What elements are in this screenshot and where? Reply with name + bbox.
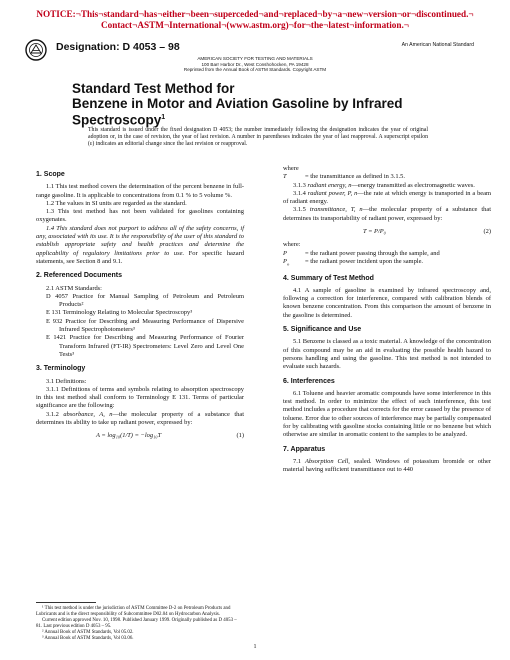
definition-list (283, 250, 491, 269)
reference-item: E 1421 Practice for Describing and Measuring Performance of Fourier Transform Infrared (FT-IR) Spectrometers: Level Zero and Level One Tests³ (46, 334, 244, 358)
section-heading: 4. Summary of Test Method (283, 274, 374, 282)
paragraph: 6.1 Toluene and heavier aromatic compounds have some interference in this test method. In order to minimize the effect of such interference, this test method includes a procedure that corrects for the error caused by the presence of toluene. Error due to other sources of interference may be partially compensated for by calibrating with gasoline stocks containing little or no benzene but which otherwise are similar in aromatic content to the samples to be analyzed. (283, 389, 491, 439)
intro-note: This standard is issued under the fixed designation D 4053; the number immediately following the designation indicates the year of original adoption or, in the case of revision, the year of last revision. A number in parentheses indicates the year of last reapproval. A superscript epsilon (ε) indicates an editorial change since the last revision or reapproval. (88, 127, 428, 148)
page-number: 1 (253, 644, 257, 650)
publisher-block (0, 56, 510, 73)
equation-text: T = P/P₀ (363, 228, 386, 236)
definition-list (283, 173, 491, 181)
footnote-divider (36, 602, 96, 603)
definition: —the molecular property of a substance that determines its transportability of radiant power, expressed by: (283, 206, 492, 222)
paragraph: 1.3 This test method has not been validated for gasolines containing oxygenates. (36, 208, 244, 224)
right-column (283, 165, 491, 474)
hazard-reference: For specific hazard statements, see Section 8 and 9.1. (36, 249, 244, 265)
equation-2 (283, 228, 491, 236)
title-line-3: Spectroscopy (72, 112, 162, 128)
term: transmittance, T, n (309, 206, 363, 214)
standard-type: An American National Standard (401, 42, 474, 48)
equation-text: A = log₁₀(1/T) = −log₁₀T (96, 432, 162, 440)
paragraph: 2.1 ASTM Standards: (46, 284, 102, 292)
definition: —the molecular property of a substance that determines its ability to take up radiant power, expressed by: (36, 410, 244, 427)
footnote: ² Annual Book of ASTM Standards, Vol 05.02. (42, 630, 134, 636)
left-column (36, 165, 244, 446)
paragraph: 7.1 Absorption Cell, sealed. Windows of potassium bromide or other material having sufficient transmittance out to 440 (283, 457, 492, 474)
paragraph: where (283, 165, 299, 172)
reference-item: D 4057 Practice for Manual Sampling of Petroleum and Petroleum Products² (46, 292, 244, 309)
section-heading: 1. Scope (36, 171, 65, 178)
safety-statement: 1.4 This standard does not purport to address all of the safety concerns, if any, associated with its use. It is the responsibility of the user of this standard to establish appropriate safety and health practices and determine the applicability of regulatory limitations prior to use. (36, 224, 244, 257)
term: radiant power, P, n (307, 189, 358, 197)
symbol: P (283, 249, 287, 257)
paragraph: 3.1.5 transmittance, T, n—the molecular property of a substance that determines its transportability of radiant power, expressed by: (283, 206, 492, 222)
term: Absorption Cell (305, 457, 349, 465)
section-heading: 3. Terminology (36, 365, 86, 373)
reference-item: E 932 Practice for Describing and Measuring Performance of Dispersive Infrared Spectrophotometers³ (46, 317, 244, 334)
paragraph: 4.1 A sample of gasoline is examined by infrared spectroscopy and, following a correction for interference, compared with calibration blends of known benzene concentration. From this comparison the amount of benzene in the gasoline is determined. (283, 286, 491, 319)
designation: Designation: D 4053 – 98 (56, 41, 180, 53)
paragraph: 3.1.2 absorbance, A, n—the molecular property of a substance that determines its ability to take up radiant power, expressed by: (36, 410, 244, 427)
term: radiant energy, n (307, 181, 352, 189)
paragraph: 3.1.4 radiant power, P, n—the rate at which energy is transported in a beam of radiant energy. (283, 189, 492, 206)
footnote: ³ Annual Book of ASTM Standards, Vol 03.06. (42, 636, 134, 642)
section-heading: 5. Significance and Use (283, 326, 362, 334)
publisher-line: AMERICAN SOCIETY FOR TESTING AND MATERIALS (197, 56, 313, 61)
footnote: Current edition approved Nov. 10, 1998. Published January 1999. Originally published as D 4053 – 81. Last previous edition D 4053 – 95. (36, 618, 237, 630)
paragraph (36, 225, 244, 266)
notice-line-1: NOTICE:¬This¬standard¬has¬either¬been¬superceded¬and¬replaced¬by¬a¬new¬version¬or¬discontinued.¬ (36, 9, 474, 19)
section-heading: 7. Apparatus (283, 445, 326, 453)
footnote: ¹ This test method is under the jurisdiction of ASTM Committee D-2 on Petroleum Products and Lubricants and is the direct responsibility of Subcommittee D02.04 on Hydrocarbon Analysis. (36, 606, 231, 618)
equation-number: (2) (483, 228, 491, 236)
title-line-2: Benzene in Motor and Aviation Gasoline by Infrared (72, 95, 403, 111)
title-footnote-mark: 1 (161, 114, 166, 121)
definition: —energy transmitted as electromagnetic waves. (351, 181, 475, 189)
reference-item: E 131 Terminology Relating to Molecular Spectroscopy³ (46, 309, 193, 317)
section-heading: 2. Referenced Documents (36, 272, 122, 280)
definition: = the transmittance as defined in 3.1.5. (305, 173, 405, 181)
title-line-1: Standard Test Method for (72, 81, 235, 96)
paragraph: 5.1 Benzene is classed as a toxic material. A knowledge of the concentration of this compound may be an aid in evaluating the possible health hazard to persons handling and using the gasoline. This test method is not intended to evaluate such hazards. (283, 338, 491, 371)
notice-line-2: Contact¬ASTM¬International¬(www.astm.org)¬for¬the¬latest¬information.¬ (100, 20, 410, 30)
paragraph: 3.1 Definitions: (46, 377, 87, 385)
publisher-line: 100 Barr Harbor Dr., West Conshohocken, PA 19428 (201, 61, 309, 67)
paragraph: 1.2 The values in SI units are regarded as the standard. (46, 199, 187, 207)
definition: , sealed. Windows of potassium bromide or other material having sufficient transmittance out to 440 (283, 457, 492, 474)
definition: = the radiant power passing through the sample, and (305, 249, 440, 257)
paragraph: 1.1 This test method covers the determination of the percent benzene in full-range gasoline. It is applicable to concentrations from 0.1 % to 5 volume %. (36, 183, 244, 199)
symbol: $P_o$ (283, 257, 290, 267)
footnotes (36, 602, 244, 643)
symbol: T (283, 173, 287, 181)
equation-number: (1) (236, 432, 244, 440)
definition: —the rate at which energy is transported in a beam of radiant energy. (283, 189, 492, 206)
paragraph: 3.1.1 Definitions of terms and symbols relating to absorption spectroscopy in this test method shall conform to Terminology E 131. Terms of particular significance are the following: (36, 385, 244, 410)
section-heading: 6. Interferences (283, 377, 335, 385)
term: absorbance, A, n (63, 410, 113, 418)
definition: = the radiant power incident upon the sample. (305, 257, 424, 265)
equation-1 (36, 432, 244, 440)
paragraph: 3.1.3 radiant energy, n—energy transmitted as electromagnetic waves. (293, 181, 475, 189)
notice-banner (0, 9, 510, 31)
paragraph: where: (283, 241, 301, 249)
document-title (72, 82, 472, 128)
publisher-line: Reprinted from the Annual Book of ASTM Standards. Copyright ASTM (183, 67, 327, 73)
